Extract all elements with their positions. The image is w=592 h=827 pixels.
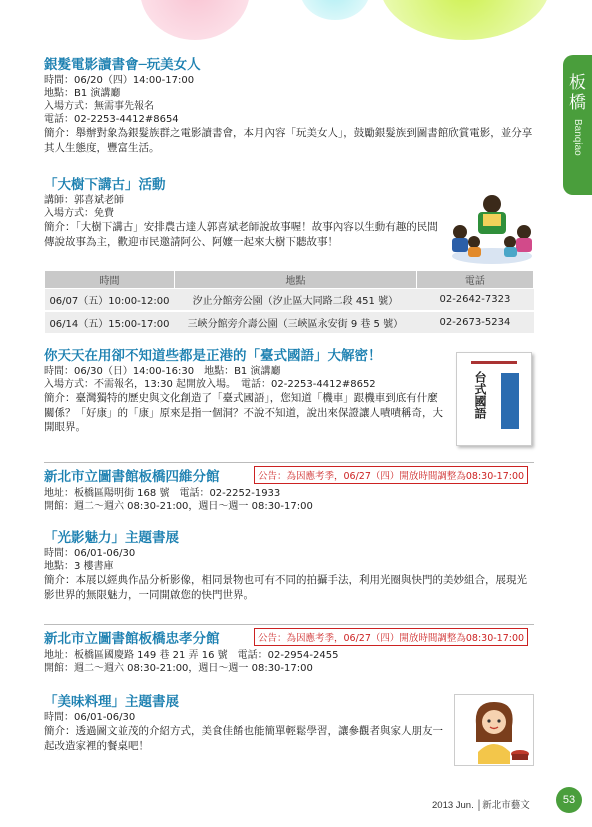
- event-description: 簡介：舉辦對象為銀髮族群之電影讀書會，本月內容「玩美女人」，鼓勵銀髮族到圖書館欣賞電影，並分享其人生態度，豐富生活。: [44, 127, 533, 154]
- table-cell: 02-2642-7323: [416, 289, 533, 312]
- branch-zhongxiao: [44, 627, 536, 675]
- table-cell: 汐止分館旁公園（汐止區大同路二段 451 號）: [174, 289, 416, 312]
- table-cell: 06/07（五）10:00-12:00: [45, 289, 175, 312]
- section-divider: [44, 624, 534, 625]
- event-description: 簡介：臺灣獨特的歷史與文化創造了「臺式國語」，您知道「機車」跟機車到底有什麼關係？「好康」的「康」原來是指一個洞？不說不知道，說出來保證讓人嘖嘖稱奇，大開眼界。: [44, 392, 443, 433]
- event-title: 「大樹下講古」活動: [44, 177, 166, 193]
- book-title: 台式國語: [473, 371, 487, 419]
- book-cover-image: [456, 352, 532, 446]
- event-phone: 電話：02-2253-4412#8654: [44, 114, 179, 125]
- decor-blob-lime: [380, 0, 550, 40]
- page-number: 53: [556, 787, 582, 813]
- event-title: 你天天在用卻不知道些都是正港的「臺式國語」大解密！: [44, 348, 382, 364]
- table-cell: 三峽分館旁介壽公園（三峽區永安街 9 巷 5 號）: [174, 311, 416, 334]
- table-header-row: [45, 271, 534, 289]
- event-admission: 入場方式：無需事先報名: [44, 101, 154, 112]
- table-cell: 06/14（五）15:00-17:00: [45, 311, 175, 334]
- column-header: 地點: [174, 271, 416, 289]
- event-time: 時間：06/01-06/30: [44, 548, 136, 559]
- event-description: 簡介：「大樹下講古」安排農古達人郭喜斌老師說故事喔！故事內容以生動有趣的民間傳說故事為主，歡迎市民邀請阿公、阿嬤一起來大樹下聽故事！: [44, 221, 438, 248]
- district-name-cn: 板橋: [569, 73, 586, 113]
- event-title: 「光影魅力」主題書展: [44, 530, 179, 546]
- branch-address-phone: 地址：板橋區陽明街 168 號 電話：02-2252-1933: [44, 488, 281, 499]
- event-location: 地點：B1 演講廳: [44, 88, 121, 99]
- storytelling-schedule-table: [44, 270, 534, 335]
- event-light-shadow-exhibit: [44, 530, 536, 602]
- column-header: 時間: [45, 271, 175, 289]
- table-cell: 02-2673-5234: [416, 311, 533, 334]
- event-description: 簡介：透過圖文並茂的介紹方式，美食佳餚也能簡單輕鬆學習，讓參觀者與家人朋友一起改造家裡的餐桌吧！: [44, 725, 443, 752]
- district-name-en: Banqiao: [572, 119, 583, 156]
- district-side-tab: [563, 55, 592, 195]
- event-time: 時間：06/01-06/30: [44, 712, 136, 723]
- event-admission-phone: 入場方式：不需報名，13:30 起開放入場。 電話：02-2253-4412#8652: [44, 379, 376, 390]
- branch-notice: 公告：為因應考季，06/27（四）開放時間調整為08:30-17:00: [254, 466, 528, 484]
- storytelling-illustration: [448, 188, 536, 266]
- event-time: 時間：06/20（四）14:00-17:00: [44, 75, 195, 86]
- table-row: [45, 311, 534, 334]
- event-time-location: 時間：06/30（日）14:00-16:30 地點：B1 演講廳: [44, 366, 281, 377]
- table-row: [45, 289, 534, 312]
- section-divider: [44, 462, 534, 463]
- event-title: 銀髮電影讀書會─玩美女人: [44, 57, 201, 73]
- decor-blob-pink: [140, 0, 250, 40]
- event-description: 簡介：本展以經典作品分析影像，相同景物也可有不同的拍攝手法，利用光圈與快門的美妙組合，展現光影世界的無限魅力，一同開啟您的快門世界。: [44, 574, 527, 601]
- event-title: 「美味料理」主題書展: [44, 694, 179, 710]
- cooking-illustration: [454, 694, 534, 766]
- event-location: 地點：3 樓書庫: [44, 561, 114, 572]
- branch-hours: 開館：週二～週六 08:30-21:00，週日～週一 08:30-17:00: [44, 501, 313, 512]
- column-header: 電話: [416, 271, 533, 289]
- decor-blob-cyan: [300, 0, 370, 20]
- event-admission: 入場方式：免費: [44, 208, 114, 219]
- branch-notice: 公告：為因應考季，06/27（四）開放時間調整為08:30-17:00: [254, 628, 528, 646]
- branch-name: 新北市立圖書館板橋忠孝分館: [44, 631, 220, 647]
- branch-siwei: [44, 465, 536, 513]
- branch-address-phone: 地址：板橋區國慶路 149 巷 21 弄 16 號 電話：02-2954-2455: [44, 650, 339, 661]
- branch-name: 新北市立圖書館板橋四維分館: [44, 469, 220, 485]
- branch-hours: 開館：週二～週六 08:30-21:00，週日～週一 08:30-17:00: [44, 663, 313, 674]
- event-senior-film: [44, 57, 536, 155]
- event-lecturer: 講師：郭喜斌老師: [44, 195, 124, 206]
- footer-issue: 2013 Jun. │新北市藝文: [432, 800, 530, 811]
